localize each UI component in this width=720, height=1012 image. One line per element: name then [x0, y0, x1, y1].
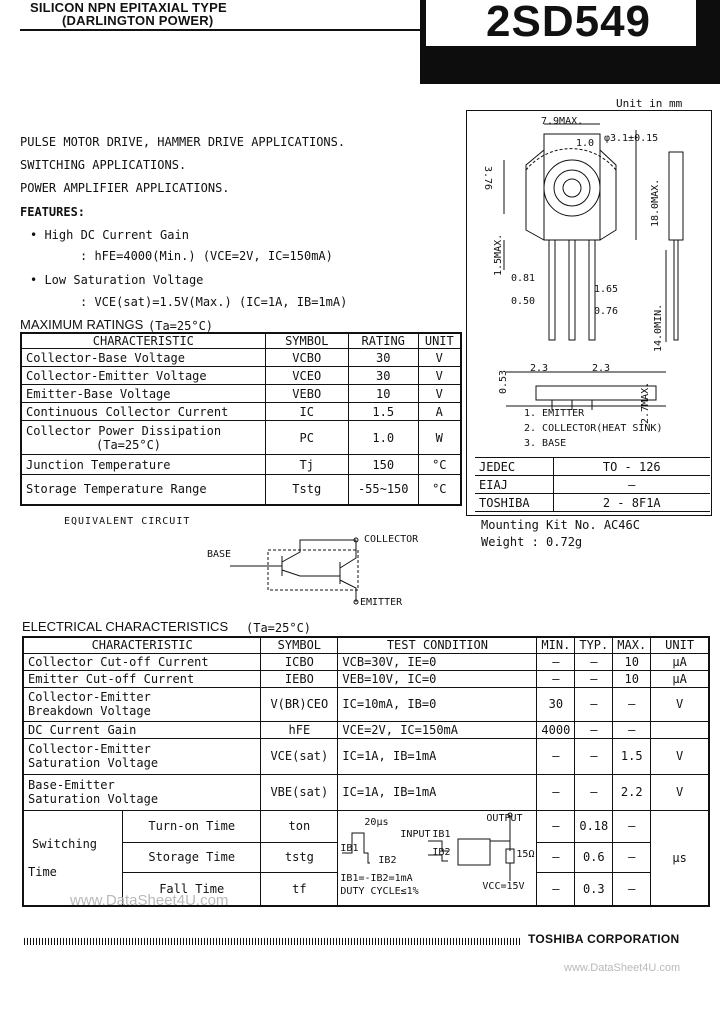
condition-cell: IC=1A, IB=1mA: [338, 774, 537, 810]
table-row: [23, 738, 709, 774]
feature-2-name: • Low Saturation Voltage: [30, 273, 204, 287]
application-3: POWER AMPLIFIER APPLICATIONS.: [20, 181, 230, 195]
dim-width: 7.9MAX.: [541, 116, 584, 127]
characteristic-cell: Emitter Cut-off Current: [23, 670, 261, 687]
dimension-lines: [504, 124, 666, 342]
lead-1: [549, 240, 555, 340]
characteristic-line-1: Collector Power Dissipation: [26, 423, 222, 438]
mount-hole-ring: [554, 170, 590, 206]
bottom-view-outline: [536, 386, 656, 400]
symbol-cell: V(BR)CEO: [261, 687, 338, 721]
typ-cell: —: [575, 721, 613, 738]
base-current-condition: IB1=-IB2=1mA: [340, 872, 413, 884]
mount-hole-inner: [563, 179, 581, 197]
duty-cycle-condition: DUTY CYCLE≤1%: [340, 885, 419, 897]
feature-2-text: Low Saturation Voltage: [44, 273, 204, 287]
unit-cell: °C: [418, 455, 461, 475]
rating-cell: -55~150: [348, 475, 418, 505]
table-row: [23, 687, 709, 721]
unit-cell: [651, 721, 709, 738]
switching-test-circuit-cell: [338, 810, 537, 906]
circuit-wires: [230, 540, 356, 602]
typ-cell: —: [575, 653, 613, 670]
rating-cell: 1.5: [348, 403, 418, 421]
max-cell: —: [613, 721, 651, 738]
dim-bottom-offset-text: 0.53: [498, 369, 509, 394]
side-view-lead: [674, 240, 678, 340]
features-title: FEATURES:: [20, 205, 86, 219]
max-cell: 2.2: [613, 774, 651, 810]
mount-hole-outer: [544, 160, 600, 216]
circuit-base-label: BASE: [207, 549, 232, 560]
load-resistor: [506, 849, 514, 863]
feature-1-name: • High DC Current Gain: [30, 228, 189, 242]
characteristic-cell: [23, 687, 261, 721]
symbol-cell: IC: [265, 403, 348, 421]
dim-lead-thickness: 0.50: [511, 296, 536, 307]
header-rating: RATING: [348, 333, 418, 349]
feature-2-spec: : VCE(sat)=1.5V(Max.) (IC=1A, IB=1mA): [80, 295, 348, 309]
symbol-cell: PC: [265, 421, 348, 455]
symbol-cell: Tj: [265, 455, 348, 475]
symbol-cell: tstg: [261, 842, 338, 872]
electrical-condition: (Ta=25°C): [246, 621, 312, 635]
characteristic-cell: [21, 421, 265, 455]
circuit-emitter-label: EMITTER: [360, 597, 403, 608]
characteristic-cell: Continuous Collector Current: [21, 403, 265, 421]
unit-cell: μA: [651, 653, 709, 670]
rating-cell: 30: [348, 367, 418, 385]
standard-row: [475, 476, 710, 494]
min-cell: —: [537, 670, 575, 687]
symbol-cell: VBE(sat): [261, 774, 338, 810]
table-row: [21, 349, 461, 367]
symbol-cell: ton: [261, 810, 338, 842]
table-row: [23, 653, 709, 670]
feature-1-text: High DC Current Gain: [44, 228, 189, 242]
lead-2: [569, 240, 575, 340]
header-max: MAX.: [613, 637, 651, 653]
unit-cell: W: [418, 421, 461, 455]
standard-value: —: [553, 476, 710, 494]
dim-top-height: 3.76: [482, 166, 493, 191]
max-cell: 1.5: [613, 738, 651, 774]
characteristic-line-2: Breakdown Voltage: [28, 704, 151, 718]
header-rule: [20, 29, 420, 31]
switching-unit-cell: μs: [651, 810, 709, 906]
package-standards-table: [475, 457, 710, 512]
header-unit: UNIT: [418, 333, 461, 349]
table-row: [23, 774, 709, 810]
watermark-middle: www.DataSheet4U.com: [70, 892, 229, 909]
characteristic-cell: Collector Cut-off Current: [23, 653, 261, 670]
table-row: [21, 403, 461, 421]
footer-rule: [24, 938, 520, 945]
switching-row: [23, 810, 709, 842]
dim-thickness-text: 2.7MAX.: [640, 381, 651, 424]
condition-cell: VEB=10V, IC=0: [338, 670, 537, 687]
unit-cell: °C: [418, 475, 461, 505]
footer-brand: TOSHIBA CORPORATION: [528, 932, 680, 946]
unit-cell: A: [418, 403, 461, 421]
dim-hole-edge: 1.0: [576, 138, 595, 149]
unit-cell: V: [651, 774, 709, 810]
typ-cell: 0.6: [575, 842, 613, 872]
symbol-cell: VCEO: [265, 367, 348, 385]
feature-1-spec: : hFE=4000(Min.) (VCE=2V, IC=150mA): [80, 249, 333, 263]
characteristic-cell: Junction Temperature: [21, 455, 265, 475]
load-resistor-label: 15Ω: [516, 848, 535, 860]
characteristic-cell: DC Current Gain: [23, 721, 261, 738]
unit-cell: V: [651, 687, 709, 721]
standard-key: TOSHIBA: [475, 494, 553, 512]
condition-cell: IC=1A, IB=1mA: [338, 738, 537, 774]
circuit-collector-label: COLLECTOR: [364, 534, 419, 545]
characteristic-line-1: Collector-Emitter: [28, 742, 151, 756]
min-cell: —: [537, 842, 575, 872]
standard-key: EIAJ: [475, 476, 553, 494]
dim-pitch-a: 2.3: [530, 363, 549, 374]
vcc-label: VCC=15V: [482, 880, 525, 892]
min-cell: —: [537, 810, 575, 842]
package-outline-drawing: [466, 110, 710, 456]
table-row: [21, 367, 461, 385]
typ-cell: —: [575, 687, 613, 721]
min-cell: —: [537, 872, 575, 906]
max-cell: —: [613, 872, 651, 906]
table-row: [21, 385, 461, 403]
application-1: PULSE MOTOR DRIVE, HAMMER DRIVE APPLICATIONS.: [20, 135, 346, 149]
table-row: [21, 421, 461, 455]
dim-body-height-text: 18.0MAX.: [650, 178, 661, 227]
part-number-box: [426, 0, 696, 46]
header-characteristic: CHARACTERISTIC: [21, 333, 265, 349]
table-row: [23, 670, 709, 687]
min-cell: —: [537, 774, 575, 810]
header-symbol: SYMBOL: [261, 637, 338, 653]
characteristic-line-1: Collector-Emitter: [28, 690, 151, 704]
header-min: MIN.: [537, 637, 575, 653]
max-cell: 10: [613, 653, 651, 670]
min-cell: —: [537, 653, 575, 670]
electrical-title: ELECTRICAL CHARACTERISTICS: [22, 619, 229, 634]
typ-cell: —: [575, 774, 613, 810]
max-ratings-header: [21, 333, 461, 349]
output-wiring: [490, 815, 510, 881]
output-label: OUTPUT: [486, 812, 523, 824]
dim-hole: φ3.1±0.15: [604, 133, 659, 144]
symbol-cell: VEBO: [265, 385, 348, 403]
max-cell: 10: [613, 670, 651, 687]
symbol-cell: IEBO: [261, 670, 338, 687]
package-flange: [526, 150, 616, 240]
symbol-cell: VCBO: [265, 349, 348, 367]
type-line-1: SILICON NPN EPITAXIAL TYPE: [30, 0, 227, 15]
unit-cell: V: [418, 385, 461, 403]
header-test-condition: TEST CONDITION: [338, 637, 537, 653]
unit-cell: V: [418, 349, 461, 367]
unit-note: Unit in mm: [616, 97, 683, 110]
application-2: SWITCHING APPLICATIONS.: [20, 158, 187, 172]
header-unit: UNIT: [651, 637, 709, 653]
type-line-2: (DARLINGTON POWER): [62, 13, 214, 28]
rating-cell: 10: [348, 385, 418, 403]
watermark-footer: www.DataSheet4U.com: [564, 962, 681, 974]
characteristic-cell: Collector-Emitter Voltage: [21, 367, 265, 385]
max-ratings-condition: (Ta=25°C): [148, 319, 214, 333]
table-row: [23, 721, 709, 738]
characteristic-line-2: (Ta=25°C): [96, 437, 162, 452]
unit-cell: V: [651, 738, 709, 774]
characteristic-line-2: Saturation Voltage: [28, 756, 159, 770]
header-characteristic: CHARACTERISTIC: [23, 637, 261, 653]
standard-row: [475, 494, 710, 512]
condition-cell: VCE=2V, IC=150mA: [338, 721, 537, 738]
characteristic-line-2: Saturation Voltage: [28, 792, 159, 806]
rating-cell: 30: [348, 349, 418, 367]
mounting-kit: Mounting Kit No. AC46C: [481, 518, 640, 532]
dim-pitch-b: 2.3: [592, 363, 611, 374]
ib2-input-label: IB2: [432, 846, 451, 858]
header-typ: TYP.: [575, 637, 613, 653]
switching-group-spacer: [28, 851, 118, 865]
min-cell: 4000: [537, 721, 575, 738]
dim-lead-width: 0.81: [511, 273, 536, 284]
table-row: [21, 475, 461, 505]
min-cell: —: [537, 738, 575, 774]
condition-cell: VCB=30V, IE=0: [338, 653, 537, 670]
symbol-cell: hFE: [261, 721, 338, 738]
max-cell: —: [613, 687, 651, 721]
input-label: INPUT: [400, 828, 431, 840]
device-under-test: [458, 839, 490, 865]
characteristic-cell: Storage Temperature Range: [21, 475, 265, 505]
max-cell: —: [613, 842, 651, 872]
dim-lead-shoulder-text: 1.5MAX.: [493, 233, 504, 276]
equivalent-circuit-diagram: [230, 536, 366, 606]
unit-cell: μA: [651, 670, 709, 687]
header-symbol: SYMBOL: [265, 333, 348, 349]
weight: Weight : 0.72g: [481, 535, 583, 549]
standard-value: 2 - 8F1A: [553, 494, 710, 512]
switching-name-cell: Fall Time: [123, 872, 261, 906]
characteristic-cell: Collector-Base Voltage: [21, 349, 265, 367]
characteristic-cell: Emitter-Base Voltage: [21, 385, 265, 403]
symbol-cell: VCE(sat): [261, 738, 338, 774]
unit-cell: V: [418, 367, 461, 385]
pulse-width-label: 20μs: [364, 816, 389, 828]
ib2-waveform-label: IB2: [378, 854, 397, 866]
typ-cell: 0.3: [575, 872, 613, 906]
symbol-cell: ICBO: [261, 653, 338, 670]
characteristic-cell: [23, 774, 261, 810]
standard-key: JEDEC: [475, 458, 553, 476]
typ-cell: —: [575, 670, 613, 687]
package-body-outline: [544, 134, 600, 240]
standard-value: TO - 126: [553, 458, 710, 476]
electrical-header: [23, 637, 709, 653]
switching-name-cell: Turn-on Time: [123, 810, 261, 842]
ib1-waveform-label: IB1: [340, 842, 359, 854]
pin-2-label: 2. COLLECTOR(HEAT SINK): [524, 423, 663, 434]
table-row: [21, 455, 461, 475]
rating-cell: 1.0: [348, 421, 418, 455]
typ-cell: 0.18: [575, 810, 613, 842]
characteristic-line-1: Base-Emitter: [28, 778, 115, 792]
symbol-cell: Tstg: [265, 475, 348, 505]
switching-group-line-1: Switching: [32, 836, 98, 851]
part-number: 2SD549: [486, 0, 652, 46]
ib1-input-label: IB1: [432, 828, 451, 840]
equivalent-circuit-title: EQUIVALENT CIRCUIT: [64, 516, 191, 527]
switching-name-cell: Storage Time: [123, 842, 261, 872]
dim-lead-pitch: 1.65: [594, 284, 619, 295]
typ-cell: —: [575, 738, 613, 774]
characteristic-cell: [23, 738, 261, 774]
max-ratings-table: [20, 332, 462, 506]
dim-lead-spacing: 0.76: [594, 306, 619, 317]
condition-cell: IC=10mA, IB=0: [338, 687, 537, 721]
switching-group-line-2: Time: [28, 864, 57, 879]
symbol-cell: tf: [261, 872, 338, 906]
electrical-table: [22, 636, 710, 907]
pin-3-label: 3. BASE: [524, 438, 567, 449]
max-ratings-title: MAXIMUM RATINGS: [20, 317, 144, 332]
min-cell: 30: [537, 687, 575, 721]
side-view-body: [669, 152, 683, 240]
dim-lead-length-text: 14.0MIN.: [653, 303, 664, 352]
rating-cell: 150: [348, 455, 418, 475]
max-cell: —: [613, 810, 651, 842]
standard-row: [475, 458, 710, 476]
pin-1-label: 1. EMITTER: [524, 408, 585, 419]
